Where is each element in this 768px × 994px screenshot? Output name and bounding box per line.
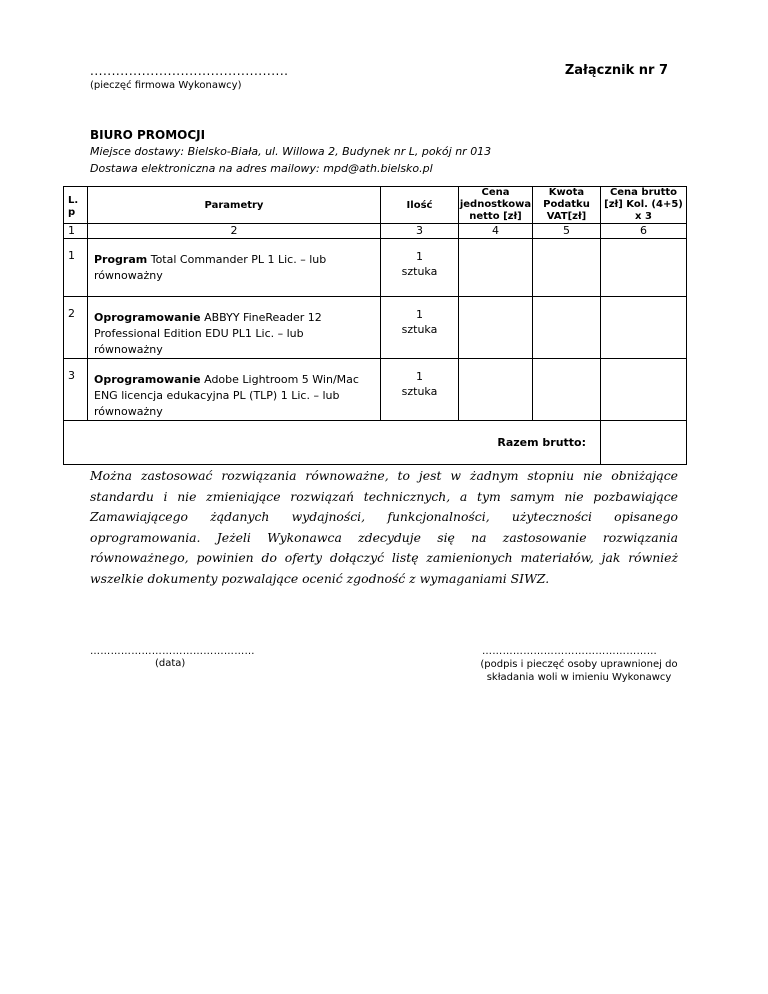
- row-lp: 3: [64, 359, 88, 421]
- attachment-number: Załącznik nr 7: [564, 63, 668, 78]
- signature-line: ……………………………………………: [482, 646, 658, 657]
- signature-label: (podpis i pieczęć osoby uprawnionej do składania woli w imieniu Wykonawcy: [480, 659, 678, 683]
- vat-cell[interactable]: [533, 359, 601, 421]
- row-quantity: [381, 239, 459, 297]
- row-lp: 1: [64, 239, 88, 297]
- header-gross-price: Cena brutto [zł] Kol. (4+5) x 3: [601, 187, 687, 224]
- item-name: Total Commander PL 1 Lic. – lub równoważny: [94, 253, 327, 282]
- date-label: (data): [155, 658, 186, 669]
- equivalence-note: Można zastosować rozwiązania równoważne, to jest w żadnym stopniu nie obniżające standardu i nie zmieniające rozwiązań technicznych, a tym samym nie pozbawiające Zamawiającego żądanych wydajności, funkcjonalności, użyteczności opisanego oprogramowania. Jeżeli Wykonawca zdecyduje się na zastosowanie rozwiązania równoważnego, powinien do oferty dołączyć listę zamienionych materiałów, jak również wszelkie dokumenty pozwalające ocenić zgodność z wymaganiami SIWZ.: [90, 468, 678, 586]
- quantity-unit: sztuka: [401, 385, 438, 398]
- stamp-dots: ..............................................: [90, 64, 289, 78]
- gross-price-cell[interactable]: [601, 239, 687, 297]
- column-number: 4: [459, 224, 533, 239]
- item-name: Adobe Lightroom 5 Win/Mac ENG licencja edukacyjna PL (TLP) 1 Lic. – lub równoważny: [94, 373, 359, 418]
- column-number: 1: [64, 224, 88, 239]
- column-number: 5: [533, 224, 601, 239]
- table-row: [64, 239, 687, 297]
- net-price-cell[interactable]: [459, 239, 533, 297]
- net-price-cell[interactable]: [459, 297, 533, 359]
- item-type: Oprogramowanie: [94, 373, 201, 386]
- quantity-value: 1: [416, 308, 423, 321]
- vat-cell[interactable]: [533, 297, 601, 359]
- item-name: ABBYY FineReader 12 Professional Edition EDU PL1 Lic. – lub równoważny: [94, 311, 322, 356]
- stamp-label: (pieczęć firmowa Wykonawcy): [90, 80, 242, 91]
- quantity-value: 1: [416, 250, 423, 263]
- header-vat: Kwota Podatku VAT[zł]: [533, 187, 601, 224]
- gross-price-cell[interactable]: [601, 359, 687, 421]
- row-quantity: [381, 359, 459, 421]
- total-gross-cell[interactable]: [601, 421, 687, 465]
- offer-table: [63, 186, 687, 465]
- electronic-delivery: Dostawa elektroniczna na adres mailowy: mpd@ath.bielsko.pl: [90, 162, 433, 175]
- row-lp: 2: [64, 297, 88, 359]
- header-parameters: Parametry: [88, 187, 381, 224]
- organization-name: BIURO PROMOCJI: [90, 128, 206, 142]
- header-net-price: Cena jednostkowa netto [zł]: [459, 187, 532, 222]
- row-description: [88, 297, 381, 359]
- table-row: [64, 359, 687, 421]
- table-row: [64, 297, 687, 359]
- column-number: 2: [88, 224, 381, 239]
- quantity-unit: sztuka: [401, 265, 438, 278]
- item-type: Oprogramowanie: [94, 311, 201, 324]
- net-price-cell[interactable]: [459, 359, 533, 421]
- vat-cell[interactable]: [533, 239, 601, 297]
- item-type: Program: [94, 253, 148, 266]
- quantity-unit: sztuka: [401, 323, 438, 336]
- column-number: 6: [601, 224, 687, 239]
- total-row: [64, 421, 687, 465]
- header-quantity: Ilość: [381, 187, 459, 224]
- quantity-value: 1: [416, 370, 423, 383]
- row-description: [88, 359, 381, 421]
- date-line: …………………………………………: [90, 646, 255, 657]
- row-description: [88, 239, 381, 297]
- total-gross-label: Razem brutto:: [64, 421, 601, 465]
- gross-price-cell[interactable]: [601, 297, 687, 359]
- header-lp: L. p: [64, 187, 88, 224]
- column-number: 3: [381, 224, 459, 239]
- delivery-place: Miejsce dostawy: Bielsko-Biała, ul. Willowa 2, Budynek nr L, pokój nr 013: [90, 145, 492, 158]
- row-quantity: [381, 297, 459, 359]
